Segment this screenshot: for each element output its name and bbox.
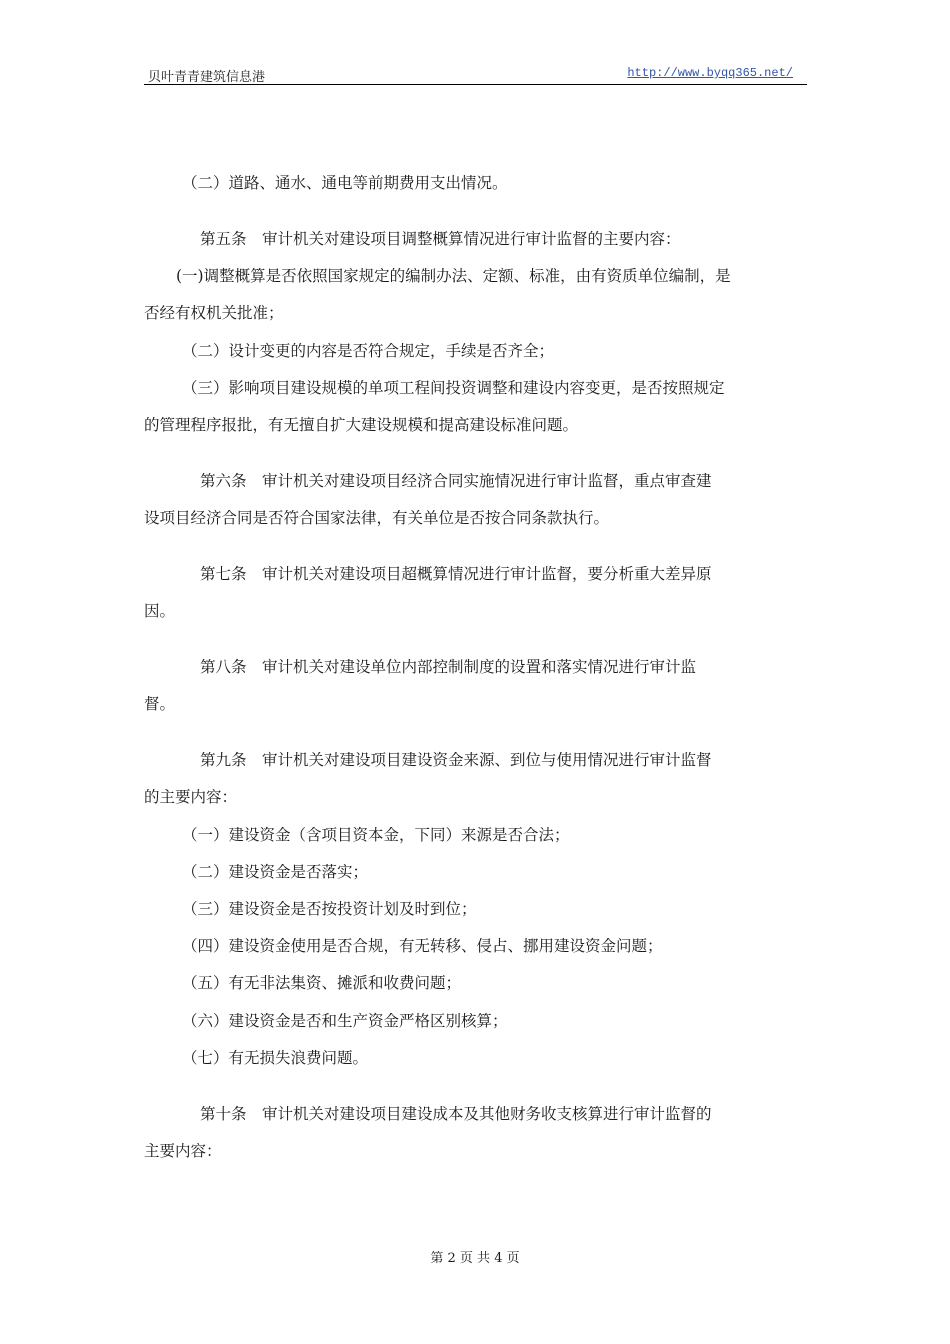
list-item: （六）建设资金是否和生产资金严格区别核算； bbox=[182, 1012, 508, 1030]
list-item: （五）有无非法集资、摊派和收费问题； bbox=[182, 974, 462, 992]
body-line: 督。 bbox=[144, 695, 176, 713]
page-header bbox=[144, 64, 807, 85]
body-line: （二）设计变更的内容是否符合规定，手续是否齐全； bbox=[182, 342, 555, 360]
body-line: 的主要内容： bbox=[144, 788, 238, 806]
list-item: （七）有无损失浪费问题。 bbox=[182, 1049, 369, 1067]
page-number: 第 2 页 共 4 页 bbox=[430, 1251, 520, 1266]
body-line: 主要内容： bbox=[144, 1142, 222, 1160]
article-8-heading: 第八条 审计机关对建设单位内部控制制度的设置和落实情况进行审计监 bbox=[200, 658, 697, 676]
body-line: （三）影响项目建设规模的单项工程间投资调整和建设内容变更，是否按照规定 bbox=[182, 379, 725, 397]
site-name: 贝叶青青建筑信息港 bbox=[148, 70, 266, 85]
body-line: （二）道路、通水、通电等前期费用支出情况。 bbox=[182, 174, 508, 192]
list-item: （三）建设资金是否按投资计划及时到位； bbox=[182, 900, 477, 918]
list-item: （四）建设资金使用是否合规，有无转移、侵占、挪用建设资金问题； bbox=[182, 937, 663, 955]
article-9-heading: 第九条 审计机关对建设项目建设资金来源、到位与使用情况进行审计监督 bbox=[200, 751, 712, 769]
body-line: 因。 bbox=[144, 602, 176, 620]
list-item: （一）建设资金（含项目资本金，下同）来源是否合法； bbox=[182, 826, 570, 844]
article-7-heading: 第七条 审计机关对建设项目超概算情况进行审计监督，要分析重大差异原 bbox=[200, 565, 712, 583]
list-item: （二）建设资金是否落实； bbox=[182, 863, 369, 881]
body-line: 设项目经济合同是否符合国家法律，有关单位是否按合同条款执行。 bbox=[144, 509, 610, 527]
body-line: 否经有权机关批准； bbox=[144, 304, 284, 322]
article-10-heading: 第十条 审计机关对建设项目建设成本及其他财务收支核算进行审计监督的 bbox=[200, 1105, 712, 1123]
article-6-heading: 第六条 审计机关对建设项目经济合同实施情况进行审计监督，重点审查建 bbox=[200, 472, 712, 490]
article-5-heading: 第五条 审计机关对建设项目调整概算情况进行审计监督的主要内容： bbox=[200, 230, 681, 248]
body-line: 的管理程序报批，有无擅自扩大建设规模和提高建设标准问题。 bbox=[144, 416, 579, 434]
site-url-link[interactable]: http://www.byqq365.net/ bbox=[627, 66, 793, 80]
body-line: (一)调整概算是否依照国家规定的编制办法、定额、标准，由有资质单位编制，是 bbox=[176, 267, 731, 285]
